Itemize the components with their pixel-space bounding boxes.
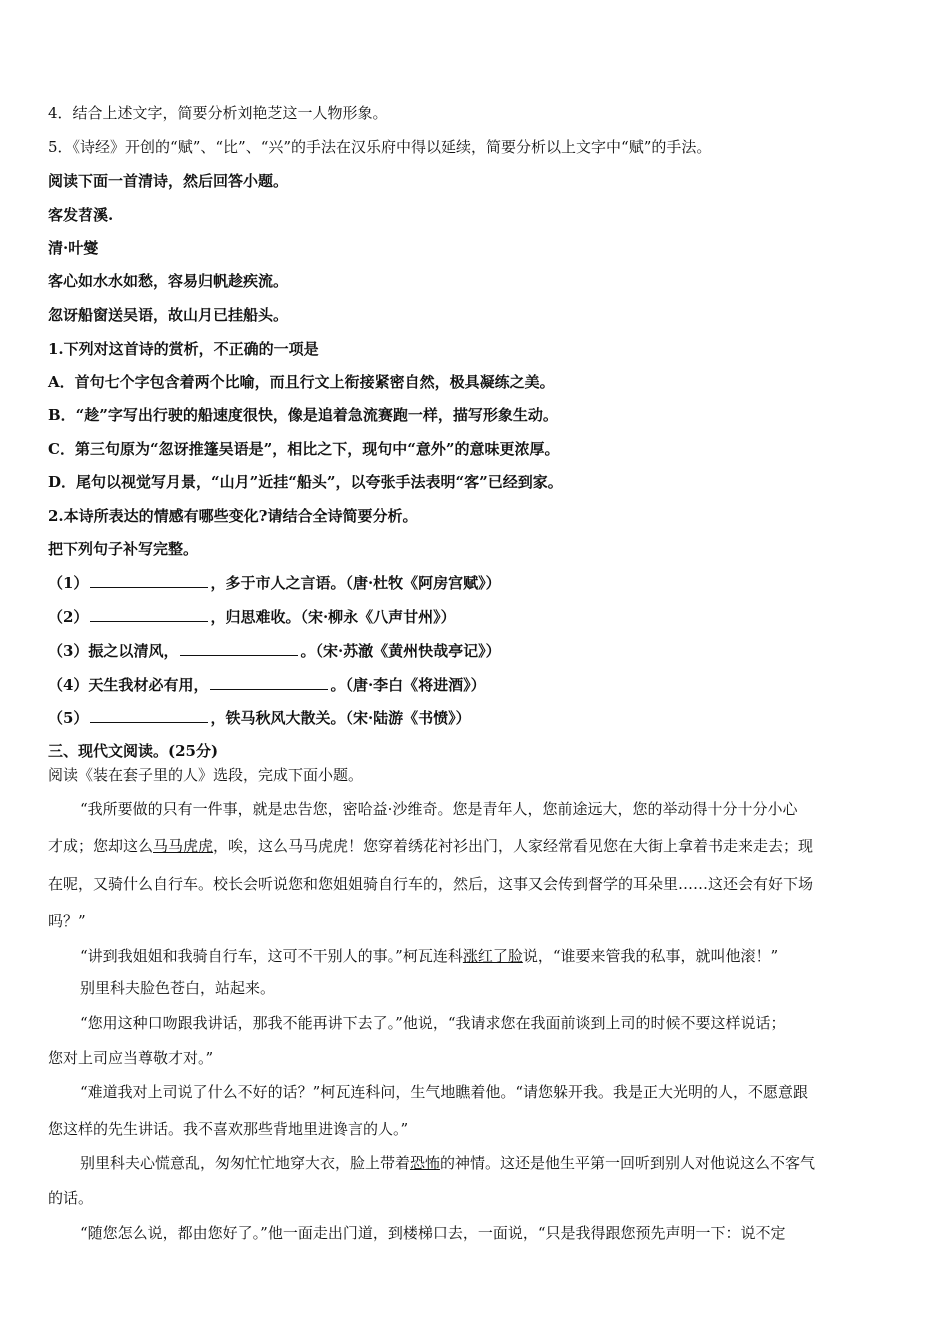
option-d: D．尾句以视觉写月景，“山月”近挂“船头”，以夸张手法表明“客”已经到家。: [48, 473, 563, 491]
fill-item-3: （3）振之以清风， 。（宋·苏澈《黄州快哉亭记》）: [48, 642, 501, 660]
section-3-heading: 三、现代文阅读。(25分): [48, 742, 219, 760]
poem-intro: 阅读下面一首清诗，然后回答小题。: [48, 172, 289, 190]
passage-line: 才成；您却这么马马虎虎，唉，这么马马虎虎！您穿着绣花衬衫出门，人家经常看见您在大街上拿着书走来走去；现: [48, 837, 814, 855]
passage-line: “随您怎么说，都由您好了。”他一面走出门道，到楼梯口去，一面说，“只是我得跟您预先声明一下：说不定: [80, 1224, 786, 1242]
section-3-intro: 阅读《装在套子里的人》选段，完成下面小题。: [48, 766, 364, 784]
fill-item-5: （5） ，铁马秋风大散关。（宋·陆游《书愤》）: [48, 709, 471, 727]
poem-line-1: 客心如水水如愁，容易归帆趁疾流。: [48, 272, 289, 290]
poem-line-2: 忽讶船窗送吴语，故山月已挂船头。: [48, 306, 289, 324]
passage-line: 别里科夫脸色苍白，站起来。: [80, 979, 276, 997]
poem-author: 清·叶燮: [48, 239, 99, 257]
passage-line: 您对上司应当尊敬才对。”: [48, 1049, 214, 1067]
fill-intro: 把下列句子补写完整。: [48, 540, 199, 558]
poem-title: 客发苕溪.: [48, 206, 114, 224]
passage-line: 吗？”: [48, 912, 86, 930]
question-4: 4．结合上述文字，简要分析刘艳芝这一人物形象。: [48, 104, 388, 122]
answer-blank[interactable]: [210, 674, 328, 690]
poem-question-1: 1.下列对这首诗的赏析，不正确的一项是: [48, 340, 319, 358]
question-5: 5．《诗经》开创的“赋”、“比”、“兴”的手法在汉乐府中得以延续，简要分析以上文字中“赋”的手法。: [48, 138, 712, 156]
passage-line: “我所要做的只有一件事，就是忠告您，密哈益·沙维奇。您是青年人，您前途远大，您的举动得十分十分小心: [80, 800, 798, 818]
fill-item-4: （4）天生我材必有用， 。（唐·李白《将进酒》）: [48, 676, 486, 694]
passage-line: 别里科夫心慌意乱，匆匆忙忙地穿大衣，脸上带着恐怖的神情。这还是他生平第一回听到别人对他说这么不客气: [80, 1154, 816, 1172]
answer-blank[interactable]: [90, 572, 208, 588]
answer-blank[interactable]: [90, 606, 208, 622]
passage-line: 您这样的先生讲话。我不喜欢那些背地里进谗言的人。”: [48, 1120, 409, 1138]
answer-blank[interactable]: [180, 640, 298, 656]
fill-item-1: （1） ，多于市人之言语。（唐·杜牧《阿房宫赋》）: [48, 574, 501, 592]
fill-item-2: （2） ，归思难收。（宋·柳永《八声甘州》）: [48, 608, 456, 626]
passage-line: 在呢，又骑什么自行车。校长会听说您和您姐姐骑自行车的，然后，这事又会传到督学的耳朵里……这还会有好下场: [48, 875, 814, 893]
passage-line: “讲到我姐姐和我骑自行车，这可不干别人的事。”柯瓦连科涨红了脸说，“谁要来管我的私事，就叫他滚！”: [80, 947, 779, 965]
passage-line: 的话。: [48, 1189, 94, 1207]
poem-question-2: 2.本诗所表达的情感有哪些变化?请结合全诗简要分析。: [48, 507, 418, 525]
option-c: C．第三句原为“忽讶推篷吴语是”，相比之下，现句中“意外”的意味更浓厚。: [48, 440, 560, 458]
passage-line: “难道我对上司说了什么不好的话？”柯瓦连科问，生气地瞧着他。“请您躲开我。我是正大光明的人，不愿意跟: [80, 1083, 809, 1101]
answer-blank[interactable]: [90, 707, 208, 723]
passage-line: “您用这种口吻跟我讲话，那我不能再讲下去了。”他说，“我请求您在我面前谈到上司的时候不要这样说话；: [80, 1014, 786, 1032]
option-b: B．“趁”字写出行驶的船速度很快，像是追着急流赛跑一样，描写形象生动。: [48, 406, 558, 424]
option-a: A．首句七个字包含着两个比喻，而且行文上衔接紧密自然，极具凝练之美。: [48, 373, 555, 391]
